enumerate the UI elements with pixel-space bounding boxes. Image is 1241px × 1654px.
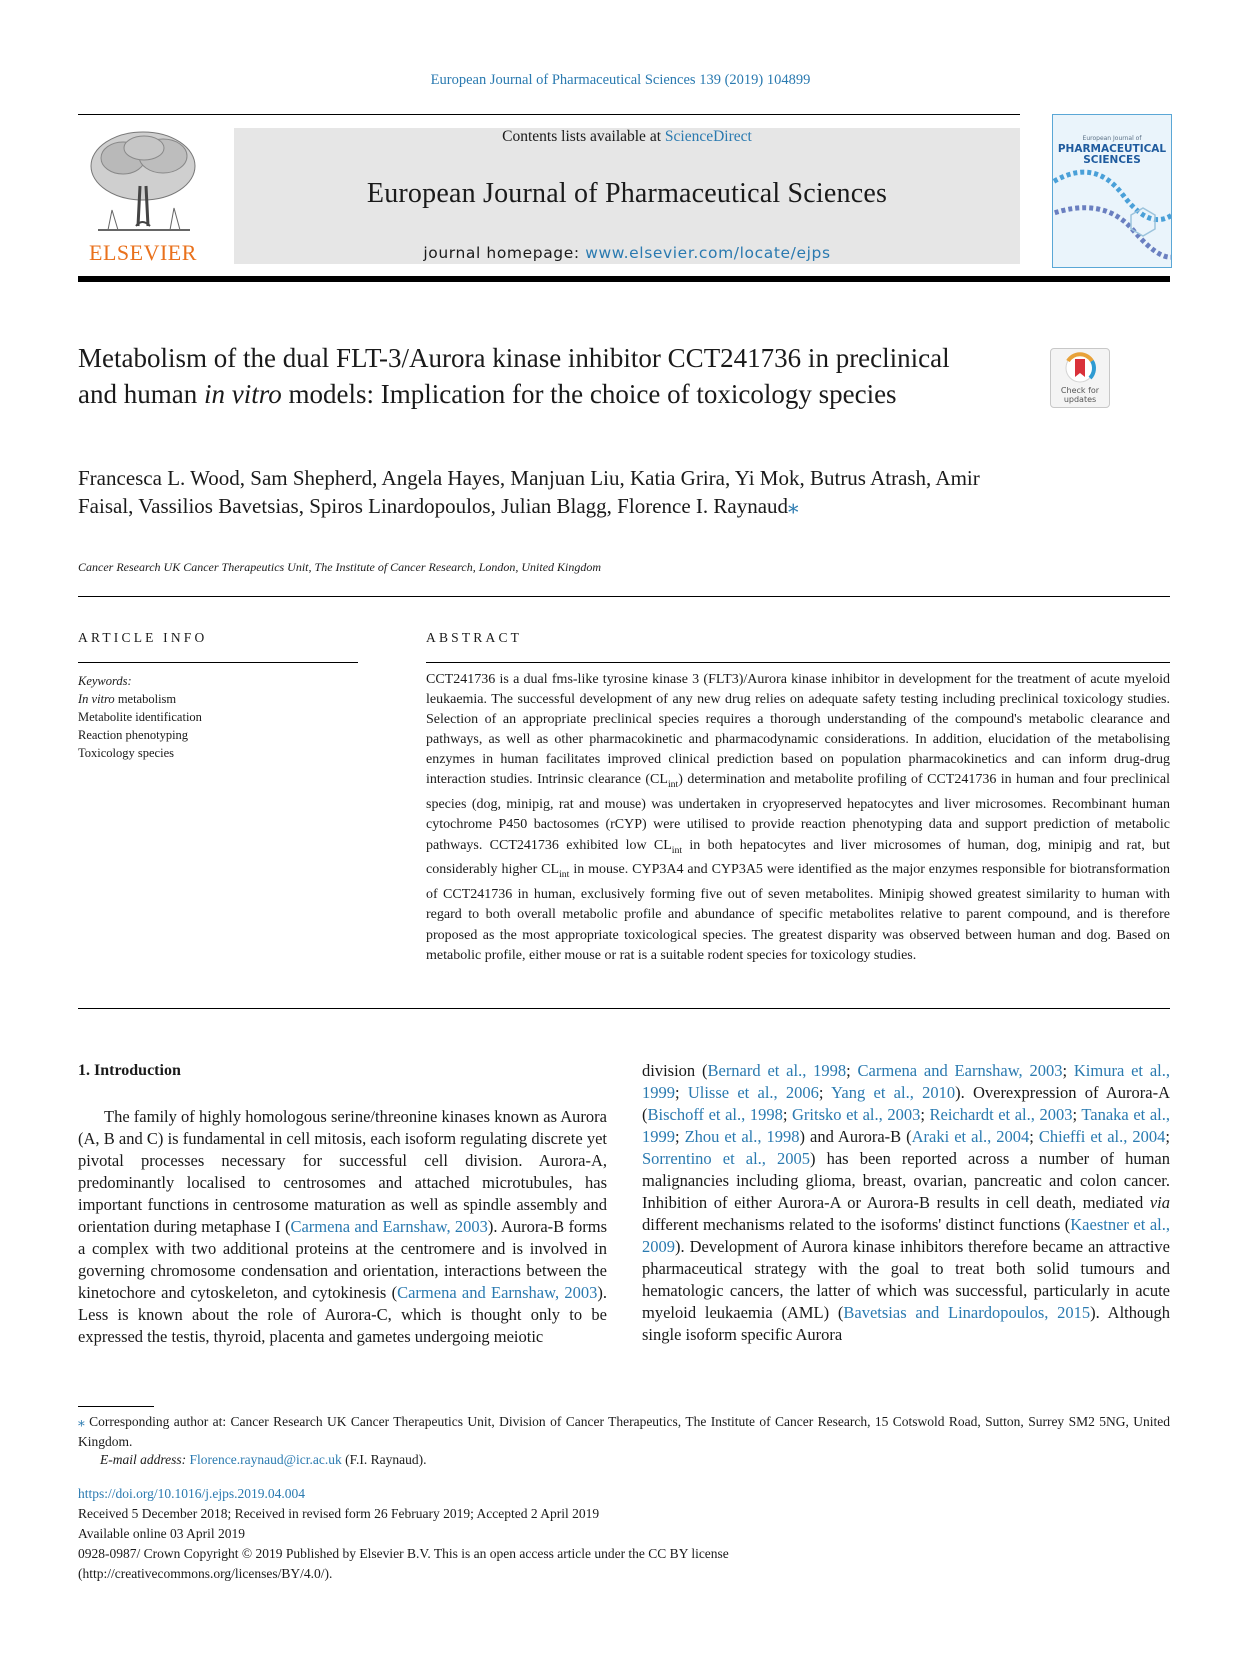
author-list: Francesca L. Wood, Sam Shepherd, Angela Hayes, Manjuan Liu, Katia Grira, Yi Mok, Butrus Atrash, Amir Faisal, Vassilios Bavetsias, Spiros Linardopoulos, Julian Blagg, Florence I. Raynaud⁎ (78, 466, 980, 518)
sciencedirect-link[interactable]: ScienceDirect (664, 128, 752, 145)
received-dates: Received 5 December 2018; Received in revised form 26 February 2019; Accepted 2 April 2019 (78, 1506, 600, 1521)
keyword-item: Toxicology species (78, 746, 174, 760)
available-online: Available online 03 April 2019 (78, 1526, 245, 1541)
email-link[interactable]: Florence.raynaud@icr.ac.uk (189, 1452, 342, 1467)
cover-molecule-icon (1053, 115, 1171, 267)
article-title: Metabolism of the dual FLT-3/Aurora kinase inhibitor CCT241736 in preclinical and human in vitro models: Implication for the choice of toxicology species (78, 343, 950, 409)
footnote-rule (78, 1406, 154, 1407)
intro-right-column: division (Bernard et al., 1998; Carmena and Earnshaw, 2003; Kimura et al., 1999; Ulisse et al., 2006; Yang et al., 2010). Overexpression of Aurora-A (Bischoff et al., 1998; Gritsko et al., 2003; Reichardt et al., 2003; Tanaka et al., 1999; Zhou et al., 1998) and Aurora-B (Araki et al., 2004; Chieffi et al., 2004; Sorrentino et al., 2005) has been reported across a number of human malignancies including glioma, breast, ovarian, pancreatic and colon cancer. Inhibition of either Aurora-A or Aurora-B results in cell death, mediated via different mechanisms related to the isoforms' distinct functions (Kaestner et al., 2009). Development of Aurora kinase inhibitors therefore became an attractive pharmaceutical strategy with the goal to treat both solid tumours and hematologic cancers, the latter of which was successful, particularly in acute myeloid leukaemia (AML) (Bavetsias and Linardopoulos, 2015). Although single isoform specific Aurora (642, 1061, 1171, 1344)
citation-link[interactable]: Carmena and Earnshaw, 2003 (857, 1061, 1063, 1080)
header-top-rule (78, 114, 1020, 115)
footnote-mark: ⁎ (78, 1414, 85, 1429)
title-block-rule (78, 596, 1170, 597)
citation-link[interactable]: Araki et al., 2004 (911, 1127, 1030, 1146)
citation-link[interactable]: Carmena and Earnshaw, 2003 (397, 1283, 598, 1302)
email-line: E-mail address: Florence.raynaud@icr.ac.uk (F.I. Raynaud). (100, 1452, 427, 1467)
citation-link[interactable]: Bischoff et al., 1998 (647, 1105, 783, 1124)
license-url[interactable]: (http://creativecommons.org/licenses/BY/4.0/). (78, 1566, 333, 1581)
affiliation: Cancer Research UK Cancer Therapeutics Unit, The Institute of Cancer Research, London, United Kingdom (78, 560, 602, 574)
copyright-notice: 0928-0987/ Crown Copyright © 2019 Published by Elsevier B.V. This is an open access article under the CC BY license (78, 1546, 729, 1561)
citation-link[interactable]: Carmena and Earnshaw, 2003 (290, 1217, 488, 1236)
check-for-updates-badge[interactable] (1050, 348, 1110, 408)
elsevier-wordmark: ELSEVIER (89, 240, 197, 265)
citation-link[interactable]: Kaestner et al., 2009 (642, 1215, 1170, 1256)
keyword-item: Reaction phenotyping (78, 728, 189, 742)
citation-link[interactable]: Tanaka et al., 1999 (642, 1105, 1170, 1146)
crossmark-label: Check for updates (1060, 386, 1100, 404)
corresponding-author-mark[interactable]: ⁎ (788, 494, 799, 518)
intro-left-column: The family of highly homologous serine/threonine kinases known as Aurora (A, B and C) is fundamental in cell mitosis, each isoform regulating discrete yet pivotal processes necessary for successful cell division. Aurora-A, predominantly localised to centrosomes and attached microtubules, has important functions in centrosome maturation as well as spindle assembly and orientation during metaphase I (Carmena and Earnshaw, 2003). Aurora-B forms a complex with two additional proteins at the centromere and is involved in governing chromosome condensation and orientation, interactions between the kinetochore and cytoskeleton, and cytokinesis (Carmena and Earnshaw, 2003). Less is known about the role of Aurora-C, which is thought only to be expressed the testis, thyroid, placenta and gametes undergoing meiotic (78, 1107, 607, 1346)
citation-link[interactable]: Ulisse et al., 2006 (687, 1083, 819, 1102)
keywords-block (78, 672, 358, 762)
journal-homepage-line: journal homepage: www.elsevier.com/locate/ejps (423, 244, 831, 262)
cover-subtitle: European Journal of (1082, 135, 1142, 142)
citation-link[interactable]: Chieffi et al., 2004 (1038, 1127, 1166, 1146)
header-bottom-rule (78, 276, 1170, 282)
contents-line: Contents lists available at ScienceDirect (502, 128, 752, 145)
citation-link[interactable]: Zhou et al., 1998 (684, 1127, 800, 1146)
citation-link[interactable]: Yang et al., 2010 (831, 1083, 956, 1102)
journal-homepage-link[interactable]: www.elsevier.com/locate/ejps (585, 244, 831, 262)
abstract-bottom-rule (78, 1008, 1170, 1009)
journal-cover-thumbnail[interactable] (1052, 114, 1172, 268)
crossmark-icon (1051, 349, 1109, 389)
abstract-rule (426, 662, 1170, 663)
section-heading-introduction: 1. Introduction (78, 1062, 181, 1079)
citation-link[interactable]: Reichardt et al., 2003 (929, 1105, 1073, 1124)
citation-link[interactable]: Kimura et al., 1999 (642, 1061, 1170, 1102)
elsevier-tree-icon (78, 126, 208, 238)
abstract-text: CCT241736 is a dual fms-like tyrosine kinase 3 (FLT3)/Aurora kinase inhibitor in development for the treatment of acute myeloid leukaemia. The successful development of any new drug relies on adequate safety testing including preclinical toxicology studies. Selection of an appropriate preclinical species requires a thorough understanding of the compound's metabolic clearance and pathways, as well as other pharmacokinetic and pharmacodynamic considerations. In addition, elucidation of the metabolising enzymes in human facilitates improved clinical prediction based on population pharmacokinetics and can inform drug-drug interaction studies. Intrinsic clearance $(CL_{int})$ determination and metabolite profiling of CCT241736 in human and four preclinical species (dog, minipig, rat and mouse) was undertaken in cryopreserved hepatocytes and liver microsomes. Recombinant human cytochrome P450 bactosomes (rCYP) were utilised to provide reaction phenotyping data and support prediction of metabolic pathways. CCT241736 exhibited low $CL_{int}$ in both hepatocytes and liver microsomes of human, dog, minipig and rat, but considerably higher $CL_{int}$ in mouse. CYP3A4 and CYP3A5 were identified as the major enzymes responsible for biotransformation of CCT241736 in human, exclusively forming five out of seven metabolites. Minipig showed greatest similarity to human with regard to both overall metabolic profile and abundance of specific metabolites relative to parent compound, and is therefore proposed as the most appropriate toxicological species. The greatest disparity was observed between human and dog. Based on metabolic profile, either mouse or rat is a suitable rodent species for toxicology studies. (426, 672, 1170, 963)
keyword-item: In vitro metabolism (78, 692, 177, 706)
keyword-item: Metabolite identification (78, 710, 202, 724)
corresponding-author-footnote: ⁎ Corresponding author at: Cancer Research UK Cancer Therapeutics Unit, Division of Cancer Therapeutics, The Institute of Cancer Research, 15 Cotswold Road, Sutton, Surrey SM2 5NG, United Kingdom. (78, 1414, 1170, 1449)
abstract-heading: ABSTRACT (426, 630, 523, 645)
journal-name: European Journal of Pharmaceutical Sciences (366, 178, 888, 209)
elsevier-logo (78, 126, 208, 266)
article-info-rule (78, 662, 358, 663)
citation-link[interactable]: Bernard et al., 1998 (707, 1061, 847, 1080)
citation-link[interactable]: Gritsko et al., 2003 (792, 1105, 921, 1124)
doi-link[interactable]: https://doi.org/10.1016/j.ejps.2019.04.004 (78, 1486, 306, 1501)
journal-reference[interactable]: European Journal of Pharmaceutical Sciences 139 (2019) 104899 (430, 72, 811, 88)
citation-link[interactable]: Bavetsias and Linardopoulos, 2015 (843, 1303, 1091, 1322)
keywords-label: Keywords: (78, 674, 132, 688)
cover-title: PHARMACEUTICAL SCIENCES (1057, 143, 1167, 166)
citation-link[interactable]: Sorrentino et al., 2005 (642, 1149, 811, 1168)
article-info-heading: ARTICLE INFO (78, 630, 208, 645)
